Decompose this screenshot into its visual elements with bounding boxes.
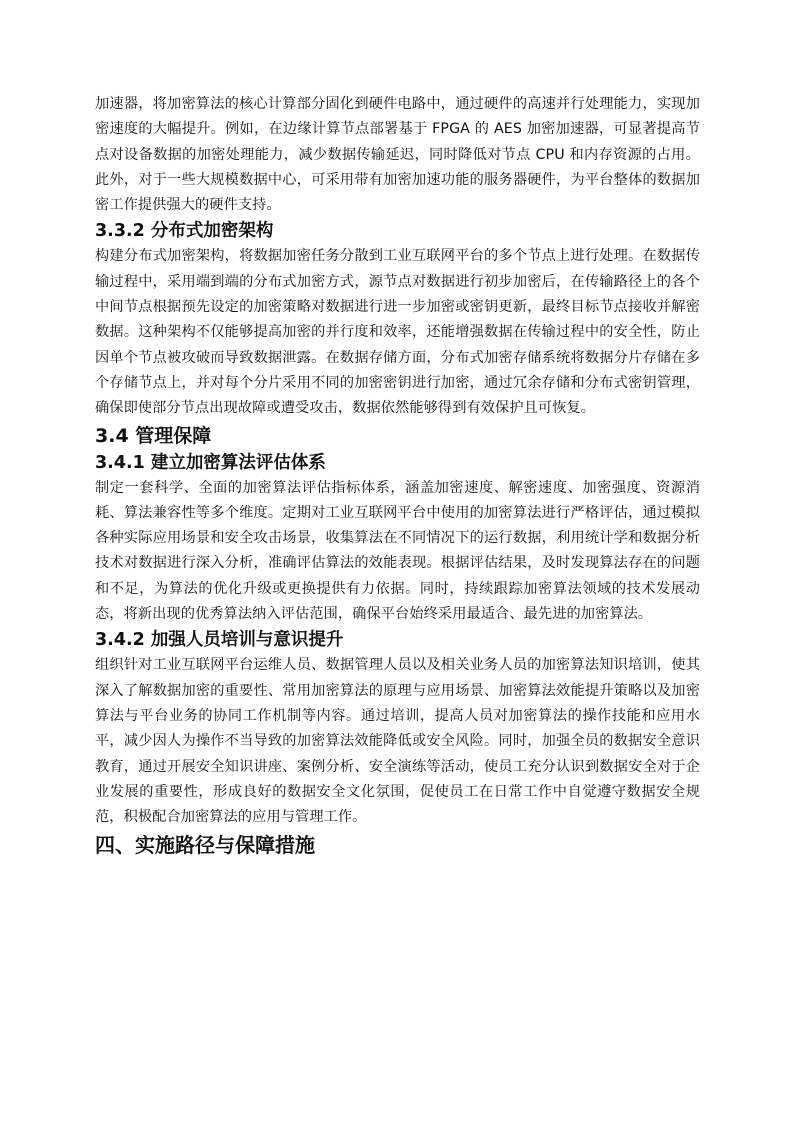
heading-3-4: 3.4 管理保障: [95, 424, 212, 447]
paragraph-hardware-accelerator: 加速器，将加密算法的核心计算部分固化到硬件电路中，通过硬件的高速并行处理能力，实现加密速度的大幅提升。例如，在边缘计算节点部署基于 FPGA 的 AES 加密加速器，可显著提高节点对设备数据的加密处理能力，减少数据传输延迟，同时降低对节点 CPU 和内存资源的占用。此外，对于一些大规模数据中心，可采用带有加密加速功能的服务器硬件，为平台整体的数据加密工作提供强大的硬件支持。: [95, 96, 700, 214]
paragraph-distributed-encryption: 构建分布式加密架构，将数据加密任务分散到工业互联网平台的多个节点上进行处理。在数据传输过程中，采用端到端的分布式加密方式，源节点对数据进行初步加密后，在传输路径上的各个中间节点根据预先设定的加密策略对数据进行进一步加密或密钥更新，最终目标节点接收并解密数据。这种架构不仅能够提高加密的并行度和效率，还能增强数据在传输过程中的安全性，防止因单个节点被攻破而导致数据泄露。在数据存储方面，分布式加密存储系统将数据分片存储在多个存储节点上，并对每个分片采用不同的加密密钥进行加密，通过冗余存储和分布式密钥管理，确保即使部分节点出现故障或遭受攻击，数据依然能够得到有效保护且可恢复。: [95, 248, 700, 417]
heading-3-4-2: 3.4.2 加强人员培训与意识提升: [95, 630, 344, 651]
heading-3-4-1: 3.4.1 建立加密算法评估体系: [95, 452, 326, 473]
heading-3-3-2: 3.3.2 分布式加密架构: [95, 221, 274, 242]
heading-chapter-4: 四、实施路径与保障措施: [95, 833, 315, 858]
paragraph-evaluation-system: 制定一套科学、全面的加密算法评估指标体系，涵盖加密速度、解密速度、加密强度、资源消耗、算法兼容性等多个维度。定期对工业互联网平台中使用的加密算法进行严格评估，通过模拟各种实际应用场景和安全攻击场景，收集算法在不同情况下的运行数据，利用统计学和数据分析技术对数据进行深入分析，准确评估算法的效能表现。根据评估结果，及时发现算法存在的问题和不足，为算法的优化升级或更换提供有力依据。同时，持续跟踪加密算法领域的技术发展动态，将新出现的优秀算法纳入评估范围，确保平台始终采用最适合、最先进的加密算法。: [95, 479, 700, 623]
paragraph-training: 组织针对工业互联网平台运维人员、数据管理人员以及相关业务人员的加密算法知识培训，使其深入了解数据加密的重要性、常用加密算法的原理与应用场景、加密算法效能提升策略以及加密算法与平台业务的协同工作机制等内容。通过培训，提高人员对加密算法的操作技能和应用水平，减少因人为操作不当导致的加密算法效能降低或安全风险。同时，加强全员的数据安全意识教育，通过开展安全知识讲座、案例分析、安全演练等活动，使员工充分认识到数据安全对于企业发展的重要性，形成良好的数据安全文化氛围，促使员工在日常工作中自觉遵守数据安全规范，积极配合加密算法的应用与管理工作。: [95, 657, 700, 826]
